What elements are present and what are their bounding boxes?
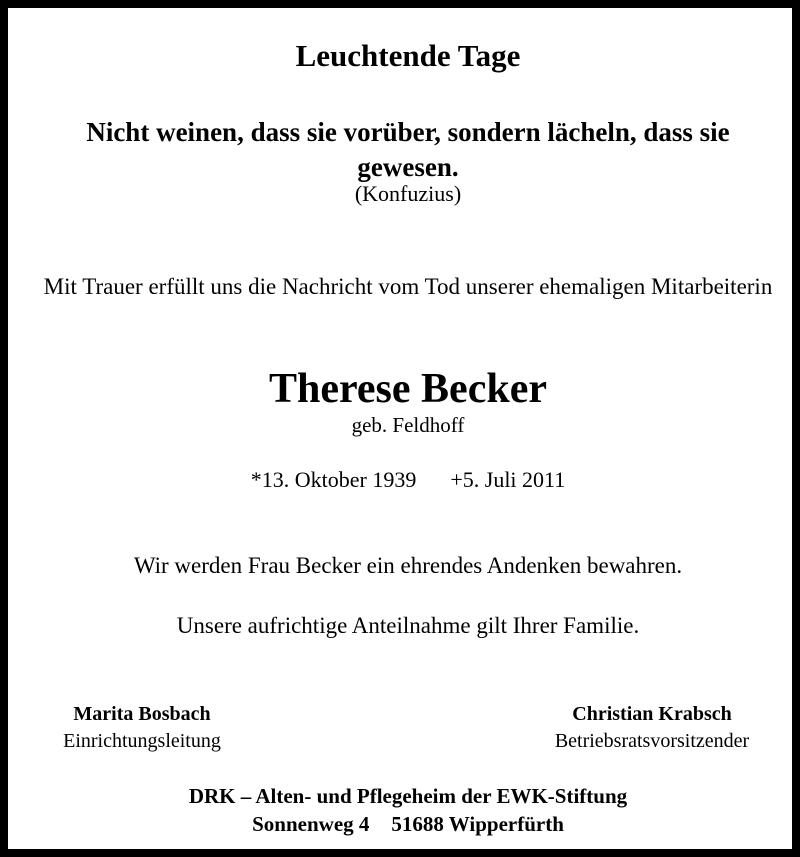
condolence-text: Unsere aufrichtige Anteilnahme gilt Ihrer Familie. [176, 613, 640, 638]
intro-text: Mit Trauer erfüllt uns die Nachricht vom Tod unserer ehemaligen Mitarbeiterin [43, 274, 773, 299]
life-dates [16, 469, 800, 491]
signatory-role: Betriebsratsvorsitzender [554, 730, 750, 752]
quote-author: (Konfuzius) [354, 181, 462, 206]
organization-name: DRK – Alten- und Pflegeheim der EWK-Stiftung [188, 784, 628, 808]
deceased-name: Therese Becker [269, 366, 547, 412]
organization-street: Sonnenweg 4 [252, 812, 370, 836]
quote-text: Nicht weinen, dass sie vorüber, sondern lächeln, dass sie gewesen. [86, 117, 730, 182]
organization-address [16, 814, 800, 835]
death-date: +5. Juli 2011 [450, 467, 566, 492]
tribute-text: Wir werden Frau Becker ein ehrendes Andenken bewahren. [133, 553, 683, 578]
signatory-name: Christian Krabsch [572, 703, 732, 725]
organization-city: 51688 Wipperfürth [391, 812, 564, 836]
notice-title: Leuchtende Tage [295, 38, 521, 73]
signature-left [12, 704, 272, 751]
signatory-name: Marita Bosbach [73, 703, 211, 725]
signatory-role: Einrichtungsleitung [63, 730, 221, 752]
maiden-name: geb. Feldhoff [351, 413, 465, 437]
birth-date: *13. Oktober 1939 [250, 467, 417, 492]
signature-right [522, 704, 782, 751]
